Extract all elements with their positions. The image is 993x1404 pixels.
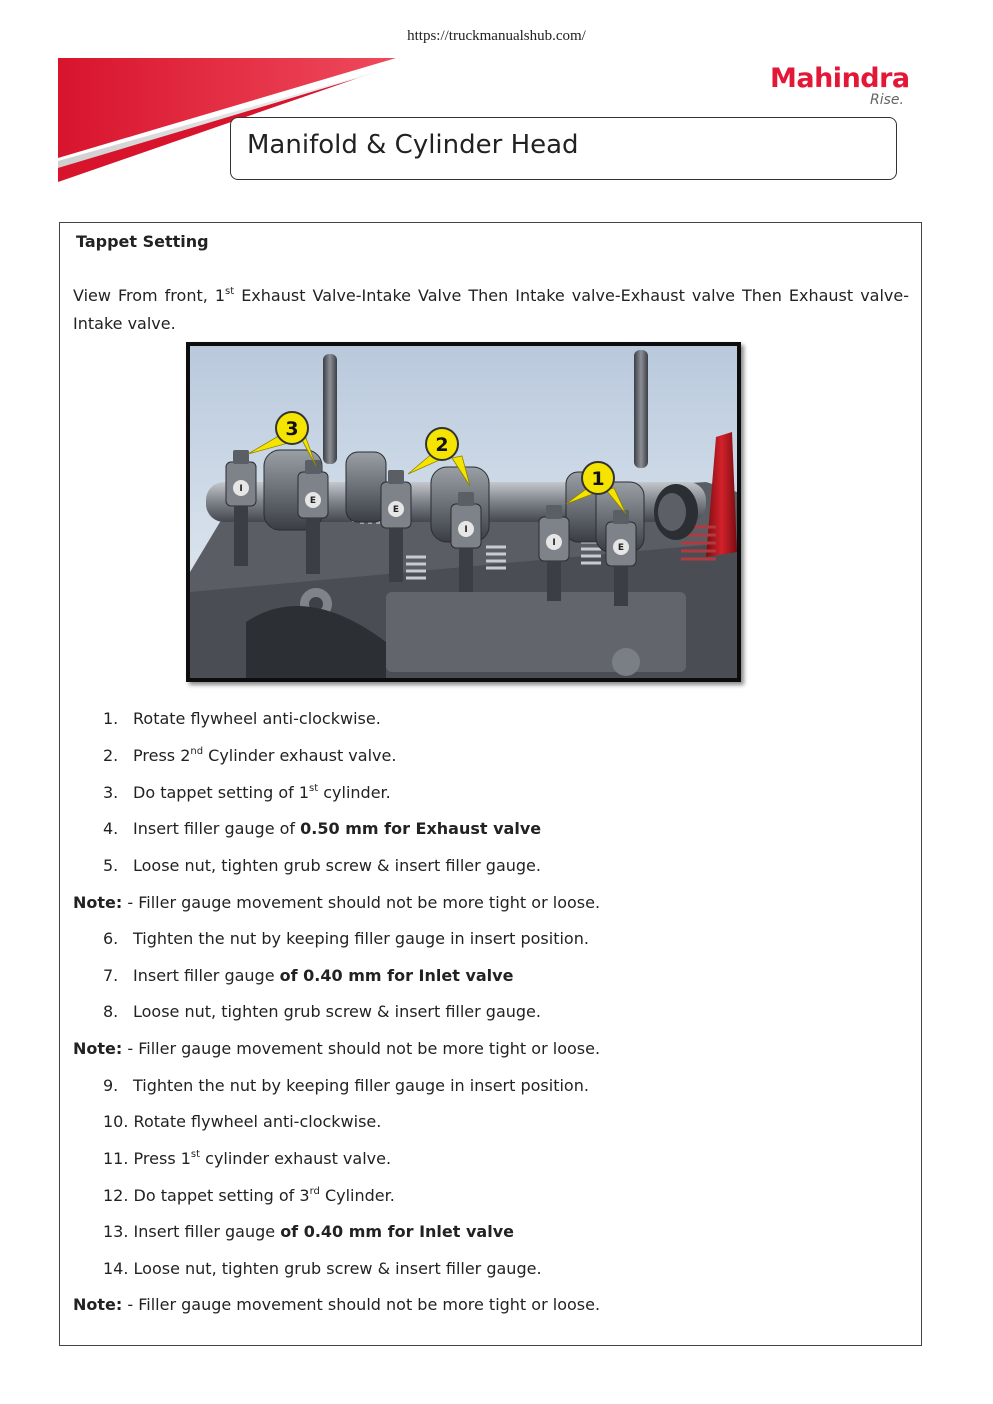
note: [73, 893, 600, 913]
page-title-box: [230, 117, 897, 180]
brand-wordmark: Mahindra: [770, 63, 910, 94]
intro-text-end: Exhaust Valve-Intake Valve Then Intake valve-Exhaust valve Then Exhaust valve-Intake valve.: [73, 286, 909, 333]
callout-number: 2: [435, 434, 449, 456]
valve-mark: E: [617, 543, 625, 553]
callout-number: 1: [591, 468, 605, 490]
note-label: Note:: [73, 893, 123, 912]
note-text: - Filler gauge movement should not be more tight or loose.: [122, 1295, 601, 1314]
valve-train-illustration: [186, 342, 741, 682]
valve-mark: E: [392, 505, 400, 515]
brand-tagline: Rise.: [870, 92, 904, 108]
list-item: 14. Loose nut, tighten grub screw & insert filler gauge.: [103, 1259, 542, 1278]
mahindra-logo: [770, 64, 910, 114]
intro-superscript: st: [225, 285, 235, 297]
list-item: 13. Insert filler gauge of 0.40 mm for Inlet valve: [103, 1222, 514, 1241]
intro-paragraph: [73, 282, 909, 338]
intro-text-start: View From front, 1: [73, 286, 226, 305]
list-item: 12. Do tappet setting of 3rd Cylinder.: [103, 1185, 395, 1205]
callout-number: 3: [285, 418, 299, 440]
source-url[interactable]: https://truckmanualshub.com/: [407, 28, 586, 44]
list-item: 10. Rotate flywheel anti-clockwise.: [103, 1112, 382, 1131]
valve-mark: E: [309, 496, 317, 506]
note: [73, 1295, 600, 1315]
valve-mark: I: [552, 538, 556, 548]
note-text: - Filler gauge movement should not be more tight or loose.: [122, 1039, 601, 1058]
note-label: Note:: [73, 1039, 123, 1058]
list-item: 11. Press 1st cylinder exhaust valve.: [103, 1148, 392, 1168]
page-title: Manifold & Cylinder Head: [247, 130, 579, 160]
note-text: - Filler gauge movement should not be more tight or loose.: [122, 893, 601, 912]
section-title: Tappet Setting: [76, 232, 209, 251]
valve-mark: I: [239, 484, 243, 494]
note: [73, 1039, 600, 1059]
valve-mark: I: [464, 525, 468, 535]
note-label: Note:: [73, 1295, 123, 1314]
